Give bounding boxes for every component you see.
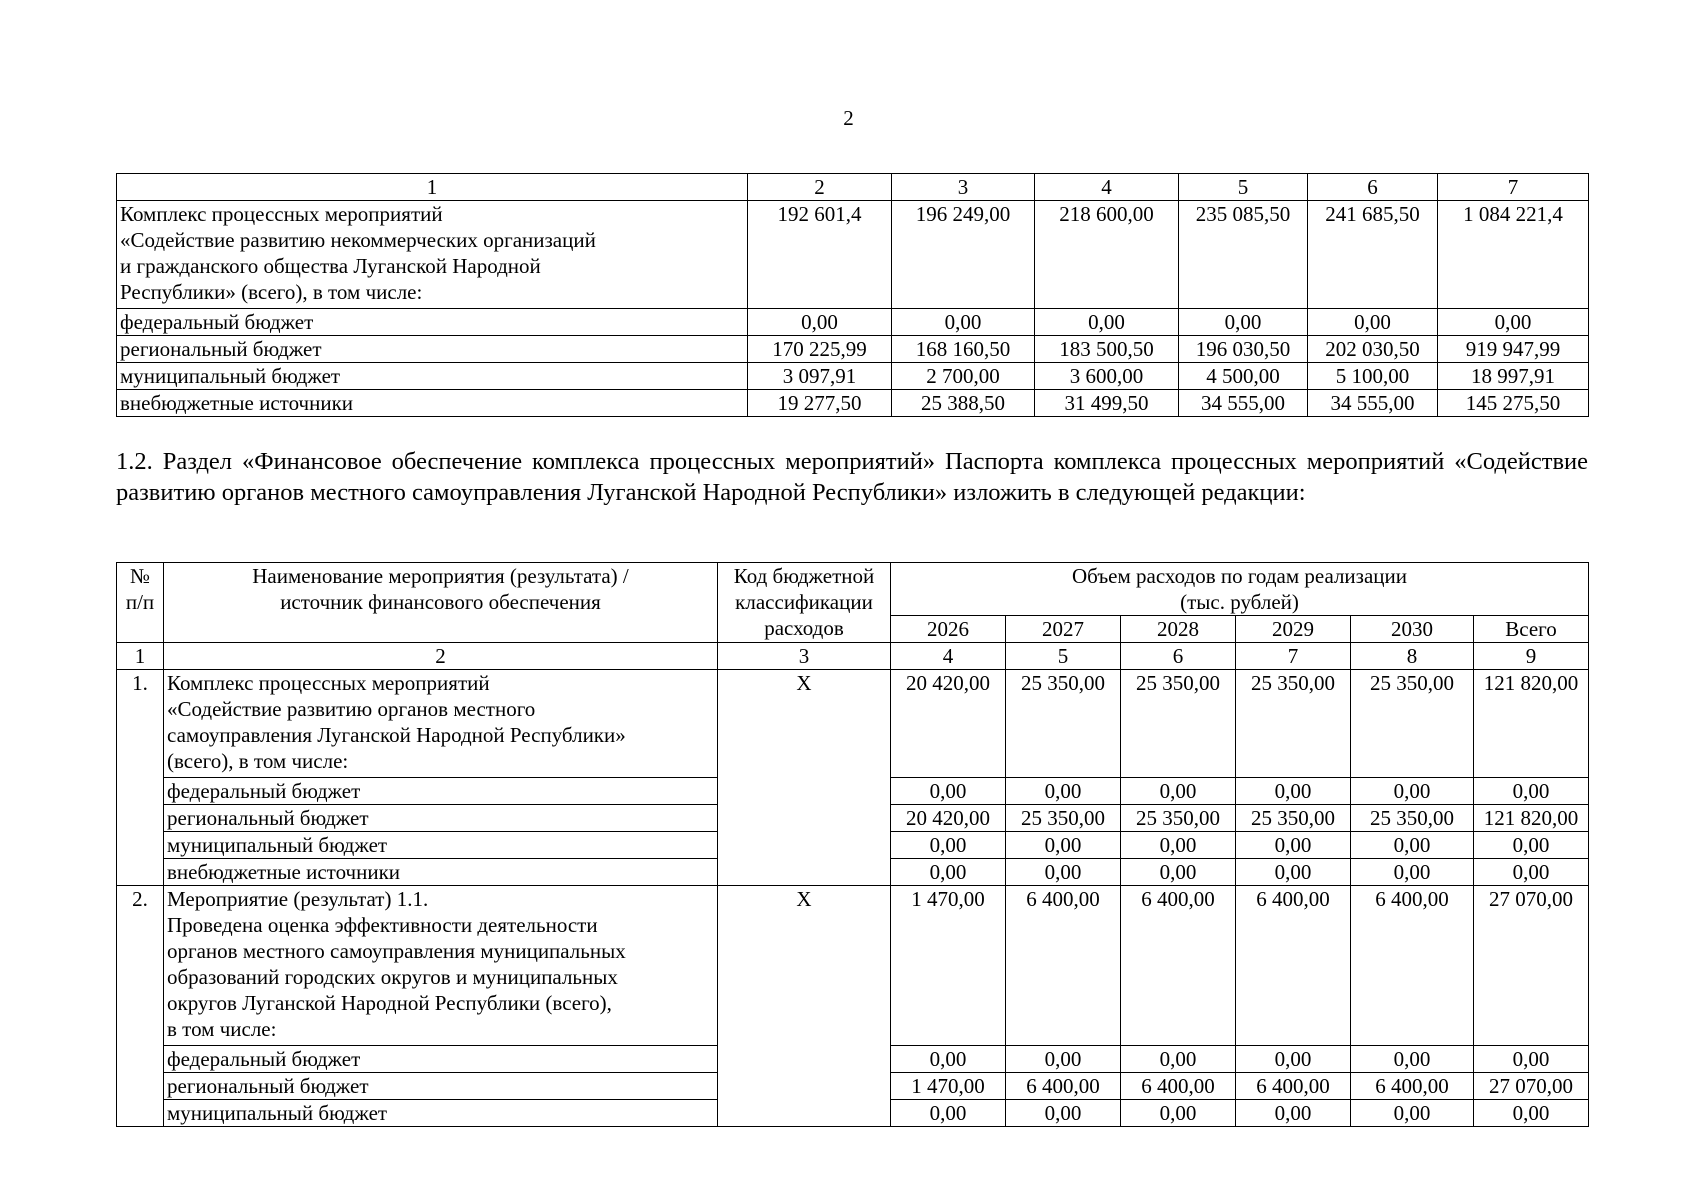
table-head-row	[117, 563, 1589, 616]
cell-value: 192 601,4	[748, 201, 892, 309]
column-number: 6	[1308, 174, 1438, 201]
cell-value: 19 277,50	[748, 390, 892, 417]
column-numbers-row	[117, 643, 1589, 670]
group-title: Мероприятие (результат) 1.1. Проведена оценка эффективности деятельности органов местного самоуправления муниципальных образований городских округов и муниципальных округов Луганской Народной Республики (всего), в том числе:	[164, 886, 718, 1046]
cell-value: 0,00	[891, 1046, 1006, 1073]
group-title: Комплекс процессных мероприятий «Содействие развитию органов местного самоуправления Луганской Народной Республики» (всего), в том числе:	[164, 670, 718, 778]
cell-value: 0,00	[891, 832, 1006, 859]
cell-value: 25 350,00	[1006, 670, 1121, 778]
column-number: 1	[117, 174, 748, 201]
row-name: муниципальный бюджет	[164, 832, 718, 859]
cell-value: 0,00	[1035, 309, 1179, 336]
cell-value: 6 400,00	[1121, 886, 1236, 1046]
cell-value: 2 700,00	[892, 363, 1035, 390]
cell-value: 241 685,50	[1308, 201, 1438, 309]
table-row	[117, 886, 1589, 1046]
cell-value: 5 100,00	[1308, 363, 1438, 390]
cell-value: 6 400,00	[1236, 1073, 1351, 1100]
row-name: внебюджетные источники	[164, 859, 718, 886]
column-number: 5	[1179, 174, 1308, 201]
header-volume: Объем расходов по годам реализации (тыс. рублей)	[891, 563, 1589, 616]
cell-value: 919 947,99	[1438, 336, 1589, 363]
cell-value: 0,00	[1438, 309, 1589, 336]
row-name: федеральный бюджет	[164, 1046, 718, 1073]
cell-value: 25 350,00	[1121, 670, 1236, 778]
row-name: федеральный бюджет	[164, 778, 718, 805]
column-number: 2	[748, 174, 892, 201]
cell-value: 6 400,00	[1006, 1073, 1121, 1100]
cell-value: 0,00	[1006, 832, 1121, 859]
column-number: 7	[1236, 643, 1351, 670]
cell-value: 3 600,00	[1035, 363, 1179, 390]
cell-value: 25 388,50	[892, 390, 1035, 417]
group-number: 2.	[117, 886, 164, 1127]
cell-value: 31 499,50	[1035, 390, 1179, 417]
cell-value: 34 555,00	[1308, 390, 1438, 417]
cell-value: 0,00	[1351, 1100, 1474, 1127]
column-number: 5	[1006, 643, 1121, 670]
column-number: 1	[117, 643, 164, 670]
column-number: 4	[891, 643, 1006, 670]
cell-value: 0,00	[1236, 778, 1351, 805]
cell-value: 235 085,50	[1179, 201, 1308, 309]
column-number: 7	[1438, 174, 1589, 201]
header-year: Всего	[1474, 616, 1589, 643]
cell-value: 6 400,00	[1351, 1073, 1474, 1100]
cell-value: 0,00	[1474, 859, 1589, 886]
cell-value: 0,00	[1351, 859, 1474, 886]
row-name: региональный бюджет	[117, 336, 748, 363]
table-row	[117, 363, 1589, 390]
cell-value: 25 350,00	[1351, 805, 1474, 832]
cell-value: 0,00	[1006, 778, 1121, 805]
cell-value: 27 070,00	[1474, 886, 1589, 1046]
cell-value: 0,00	[1236, 1046, 1351, 1073]
cell-value: 0,00	[1236, 859, 1351, 886]
header-year: 2027	[1006, 616, 1121, 643]
cell-value: 25 350,00	[1006, 805, 1121, 832]
cell-value: 27 070,00	[1474, 1073, 1589, 1100]
cell-value: 218 600,00	[1035, 201, 1179, 309]
cell-value: 0,00	[1351, 832, 1474, 859]
cell-value: 25 350,00	[1121, 805, 1236, 832]
row-name: муниципальный бюджет	[164, 1100, 718, 1127]
cell-value: 202 030,50	[1308, 336, 1438, 363]
cell-value: 25 350,00	[1351, 670, 1474, 778]
cell-value: 145 275,50	[1438, 390, 1589, 417]
cell-value: 0,00	[891, 778, 1006, 805]
cell-value: 0,00	[1474, 778, 1589, 805]
column-number: 8	[1351, 643, 1474, 670]
budget-code: X	[718, 670, 891, 886]
row-name: Комплекс процессных мероприятий «Содействие развитию некоммерческих организаций и гражданского общества Луганской Народной Республики» (всего), в том числе:	[117, 201, 748, 309]
cell-value: 0,00	[1308, 309, 1438, 336]
cell-value: 0,00	[1006, 1100, 1121, 1127]
cell-value: 0,00	[1236, 832, 1351, 859]
table-row	[117, 309, 1589, 336]
cell-value: 0,00	[891, 859, 1006, 886]
cell-value: 0,00	[1121, 859, 1236, 886]
cell-value: 20 420,00	[891, 805, 1006, 832]
header-num: № п/п	[117, 563, 164, 643]
column-number: 6	[1121, 643, 1236, 670]
column-number: 3	[718, 643, 891, 670]
table-row	[117, 336, 1589, 363]
header-code: Код бюджетной классификации расходов	[718, 563, 891, 643]
cell-value: 0,00	[1121, 1100, 1236, 1127]
column-number: 4	[1035, 174, 1179, 201]
cell-value: 168 160,50	[892, 336, 1035, 363]
cell-value: 0,00	[1351, 778, 1474, 805]
cell-value: 4 500,00	[1179, 363, 1308, 390]
funding-table-nko	[116, 173, 1589, 417]
cell-value: 0,00	[1179, 309, 1308, 336]
budget-code: X	[718, 886, 891, 1127]
cell-value: 0,00	[1006, 1046, 1121, 1073]
cell-value: 25 350,00	[1236, 805, 1351, 832]
cell-value: 121 820,00	[1474, 670, 1589, 778]
cell-value: 0,00	[1474, 1046, 1589, 1073]
group-number: 1.	[117, 670, 164, 886]
cell-value: 3 097,91	[748, 363, 892, 390]
cell-value: 0,00	[1474, 832, 1589, 859]
cell-value: 1 470,00	[891, 1073, 1006, 1100]
header-year: 2028	[1121, 616, 1236, 643]
row-name: муниципальный бюджет	[117, 363, 748, 390]
header-year: 2026	[891, 616, 1006, 643]
column-number: 3	[892, 174, 1035, 201]
header-name: Наименование мероприятия (результата) / источник финансового обеспечения	[164, 563, 718, 643]
cell-value: 6 400,00	[1006, 886, 1121, 1046]
cell-value: 196 030,50	[1179, 336, 1308, 363]
cell-value: 20 420,00	[891, 670, 1006, 778]
cell-value: 6 400,00	[1121, 1073, 1236, 1100]
cell-value: 0,00	[1121, 832, 1236, 859]
row-name: внебюджетные источники	[117, 390, 748, 417]
cell-value: 0,00	[1121, 778, 1236, 805]
cell-value: 0,00	[1236, 1100, 1351, 1127]
row-name: региональный бюджет	[164, 1073, 718, 1100]
cell-value: 0,00	[892, 309, 1035, 336]
cell-value: 0,00	[1351, 1046, 1474, 1073]
cell-value: 196 249,00	[892, 201, 1035, 309]
table-row	[117, 670, 1589, 778]
cell-value: 0,00	[1006, 859, 1121, 886]
cell-value: 6 400,00	[1236, 886, 1351, 1046]
cell-value: 6 400,00	[1351, 886, 1474, 1046]
column-number: 9	[1474, 643, 1589, 670]
cell-value: 0,00	[891, 1100, 1006, 1127]
cell-value: 170 225,99	[748, 336, 892, 363]
row-name: федеральный бюджет	[117, 309, 748, 336]
cell-value: 18 997,91	[1438, 363, 1589, 390]
cell-value: 121 820,00	[1474, 805, 1589, 832]
table-row	[117, 390, 1589, 417]
page-number: 2	[843, 106, 854, 130]
section-paragraph: 1.2. Раздел «Финансовое обеспечение комплекса процессных мероприятий» Паспорта комплекса процессных мероприятий «Содействие развитию органов местного самоуправления Луганской Народной Республики» изложить в следующей редакции:	[116, 448, 1588, 506]
cell-value: 0,00	[1474, 1100, 1589, 1127]
table-row	[117, 201, 1589, 309]
header-year: 2029	[1236, 616, 1351, 643]
cell-value: 34 555,00	[1179, 390, 1308, 417]
cell-value: 183 500,50	[1035, 336, 1179, 363]
table-header-row	[117, 174, 1589, 201]
funding-table-local-government	[116, 562, 1589, 1127]
column-number: 2	[164, 643, 718, 670]
header-year: 2030	[1351, 616, 1474, 643]
cell-value: 0,00	[748, 309, 892, 336]
cell-value: 1 084 221,4	[1438, 201, 1589, 309]
cell-value: 25 350,00	[1236, 670, 1351, 778]
row-name: региональный бюджет	[164, 805, 718, 832]
cell-value: 1 470,00	[891, 886, 1006, 1046]
cell-value: 0,00	[1121, 1046, 1236, 1073]
